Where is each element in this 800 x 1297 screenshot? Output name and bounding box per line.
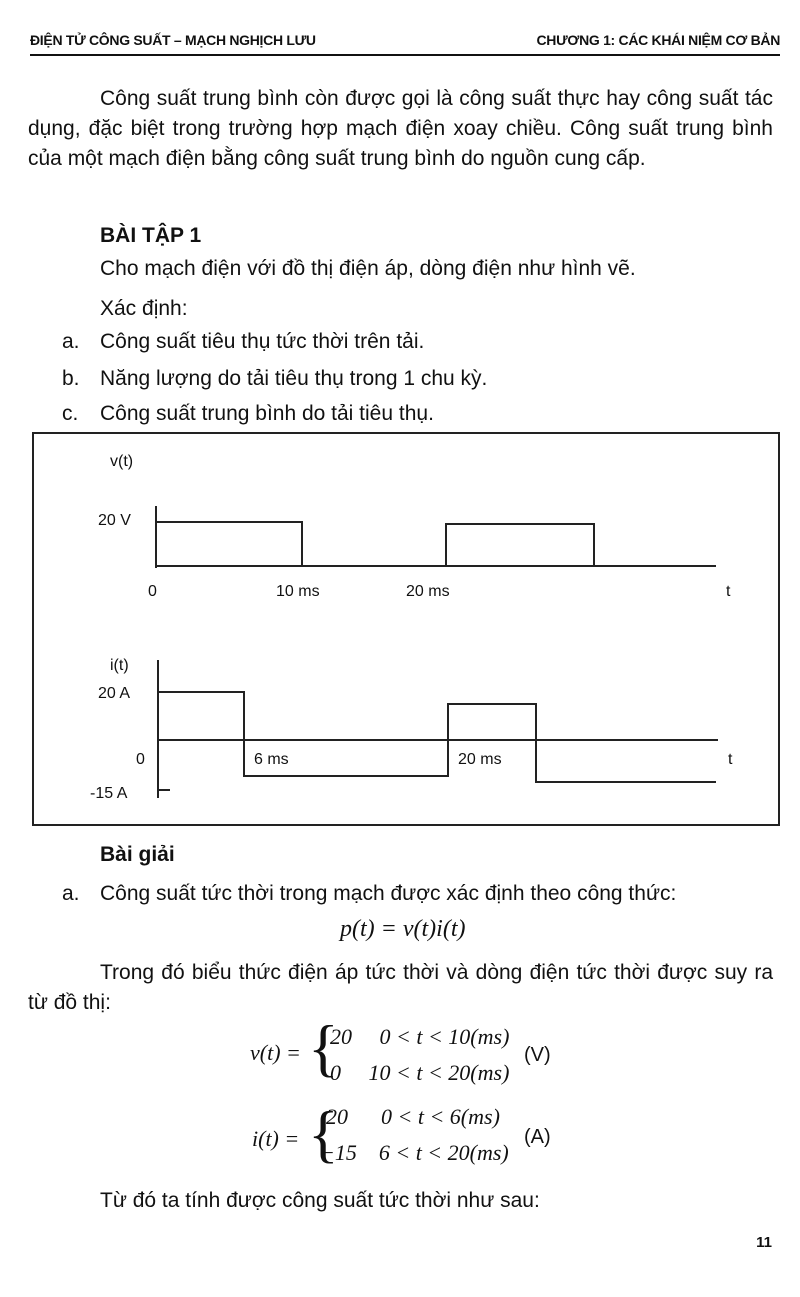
i-piecewise-lhs: i(t) = bbox=[252, 1126, 300, 1151]
v-waveform bbox=[156, 522, 594, 566]
v-tick-20ms: 20 ms bbox=[406, 583, 450, 600]
solution-title: Bài giải bbox=[100, 843, 175, 866]
v-case-1: 20 0 < t < 10(ms) bbox=[330, 1024, 510, 1049]
list-text: Công suất tiêu thụ tức thời trên tải. bbox=[100, 330, 425, 353]
list-item-b bbox=[62, 367, 762, 397]
v-piecewise-brace: { bbox=[308, 1012, 339, 1083]
page-number: 11 bbox=[756, 1234, 772, 1251]
list-text: Năng lượng do tải tiêu thụ trong 1 chu kỳ. bbox=[100, 367, 488, 390]
v-time-label: t bbox=[726, 583, 731, 600]
intro-paragraph bbox=[28, 84, 773, 174]
v-piecewise-lhs: v(t) = bbox=[250, 1040, 301, 1065]
list-marker: a. bbox=[62, 330, 80, 353]
waveform-svg bbox=[34, 434, 778, 824]
solution-item-a bbox=[62, 882, 782, 912]
intro-text: Công suất trung bình còn được gọi là công suất thực hay công suất tác dụng, đặc biệt trong trường hợp mạch điện xoay chiều. Công suất trung bình của một mạch điện bằng công suất trung bình do nguồn cung cấp. bbox=[28, 87, 773, 170]
i-piecewise-brace: { bbox=[308, 1098, 339, 1169]
list-marker: c. bbox=[62, 402, 79, 425]
list-text: Công suất trung bình do tải tiêu thụ. bbox=[100, 402, 434, 425]
i-tick-6ms: 6 ms bbox=[254, 751, 289, 768]
i-time-label: t bbox=[728, 751, 733, 768]
solution-paragraph bbox=[28, 958, 773, 1018]
running-header bbox=[30, 28, 780, 56]
header-book-title: ĐIỆN TỬ CÔNG SUẤT – MẠCH NGHỊCH LƯU bbox=[30, 32, 316, 48]
i-unit: (A) bbox=[524, 1126, 551, 1148]
exercise-line-2: Xác định: bbox=[100, 297, 188, 320]
v-zero-label: 0 bbox=[148, 583, 157, 600]
v-level-label: 20 V bbox=[98, 512, 131, 529]
header-chapter-title: CHƯƠNG 1: CÁC KHÁI NIỆM CƠ BẢN bbox=[536, 32, 780, 48]
i-axis-label: i(t) bbox=[110, 657, 129, 674]
list-marker: b. bbox=[62, 367, 80, 390]
v-tick-10ms: 10 ms bbox=[276, 583, 320, 600]
list-item-a bbox=[62, 330, 762, 360]
i-case-1: 20 0 < t < 6(ms) bbox=[326, 1104, 500, 1129]
closing-line: Từ đó ta tính được công suất tức thời như sau: bbox=[100, 1189, 540, 1212]
power-formula: p(t) = v(t)i(t) bbox=[340, 916, 466, 942]
i-case-2: −15 6 < t < 20(ms) bbox=[320, 1140, 509, 1165]
exercise-line-1: Cho mạch điện với đồ thị điện áp, dòng điện như hình vẽ. bbox=[100, 257, 636, 280]
list-item-c bbox=[62, 402, 762, 432]
list-text: Công suất tức thời trong mạch được xác định theo công thức: bbox=[100, 882, 677, 905]
v-case-2: 0 10 < t < 20(ms) bbox=[330, 1060, 510, 1085]
i-high-label: 20 A bbox=[98, 685, 131, 702]
v-axis-label: v(t) bbox=[110, 453, 134, 470]
list-marker: a. bbox=[62, 882, 80, 905]
i-waveform bbox=[158, 692, 716, 782]
v-unit: (V) bbox=[524, 1044, 551, 1066]
solution-paragraph-text: Trong đó biểu thức điện áp tức thời và dòng điện tức thời được suy ra từ đồ thị: bbox=[28, 961, 773, 1014]
i-zero-label: 0 bbox=[136, 751, 145, 768]
exercise-title: BÀI TẬP 1 bbox=[100, 224, 202, 247]
i-tick-20ms: 20 ms bbox=[458, 751, 502, 768]
waveform-figure bbox=[32, 432, 780, 826]
i-low-label: -15 A bbox=[90, 785, 128, 802]
